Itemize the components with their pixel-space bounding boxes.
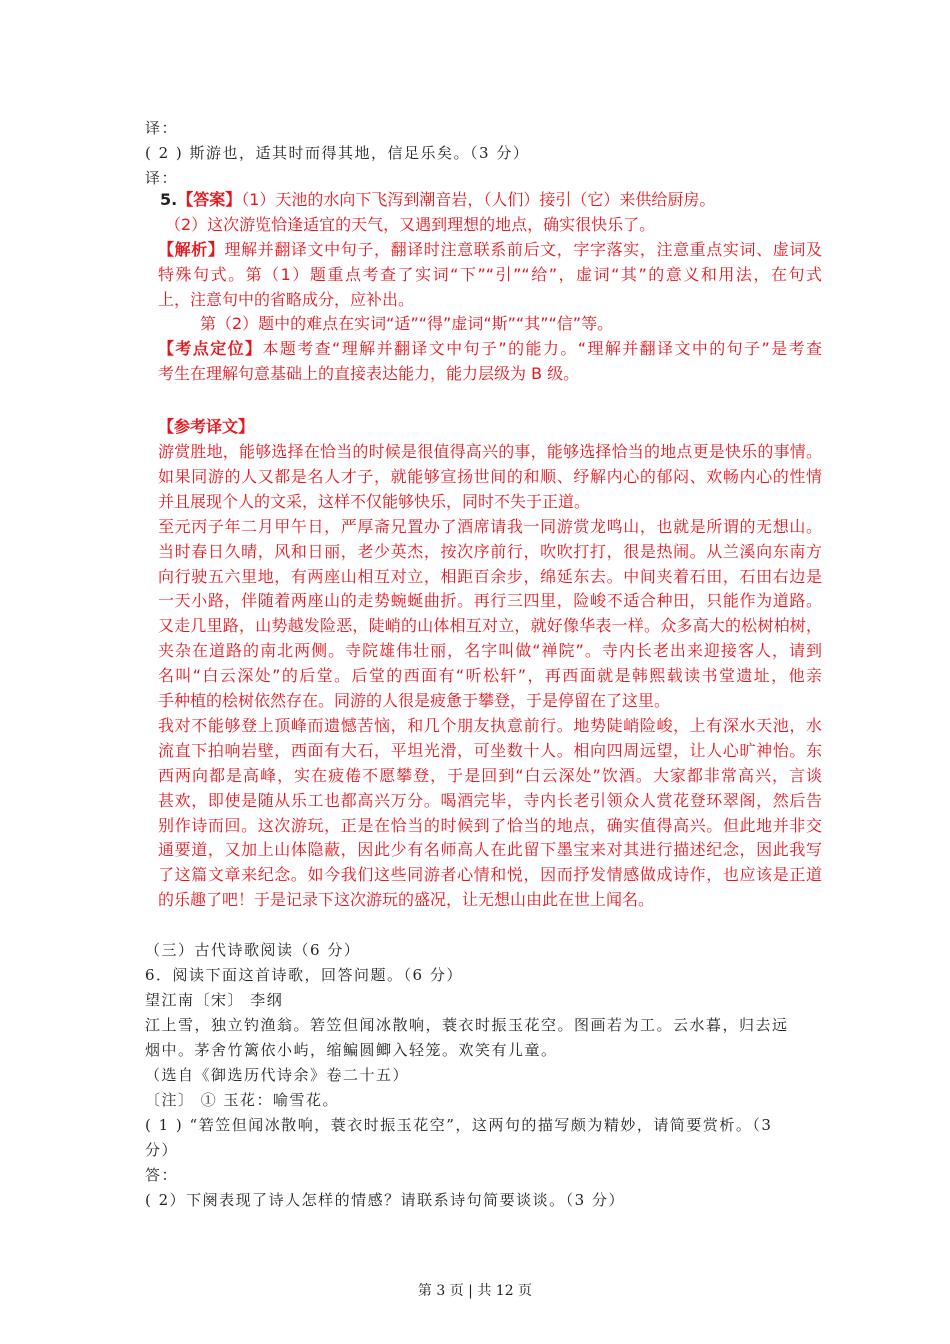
translation-line: 夹杂在道路的南北两侧。寺院雄伟壮丽，名字叫做“禅院”。寺内长老出来迎接客人，请到 xyxy=(158,641,822,661)
translation-line: 了这篇文章来纪念。如今我们这些同游者心情和悦，因而抒发情感做成诗作，也应该是正道 xyxy=(158,865,822,885)
focus-line xyxy=(158,339,822,359)
poem-source: （选自《御选历代诗余》卷二十五） xyxy=(145,1066,410,1084)
translation-line: 甚欢，即使是随从乐工也都高兴万分。喝酒完毕，寺内长老引领众人赏花登环翠阁，然后告 xyxy=(158,790,822,810)
poem-note: 〔注〕 ① 玉花：喻雪花。 xyxy=(145,1091,340,1109)
focus-text: 本题考查“理解并翻译文中句子”的能力。“理解并翻译文中的句子”是考查 xyxy=(262,339,822,358)
translation-line: 的乐趣了吧！于是记录下这次游玩的盛况，让无想山由此在世上闻名。 xyxy=(158,890,655,910)
translation-line: 流直下拍响岩壁，西面有大石，平坦光滑，可坐数十人。相向四周远望，让人心旷神怡。东 xyxy=(158,740,822,760)
translation-line: 又走几里路，山势越发险恶，陡峭的山体相互对立，就好像华表一样。众多高大的松树柏树， xyxy=(158,616,822,636)
answer-line-2: （2）这次游览恰逢适宜的天气，又遇到理想的地点，确实很快乐了。 xyxy=(165,215,656,234)
answer-text: （1）天池的水向下飞泻到潮音岩，（人们）接引（它）来供给厨房。 xyxy=(241,190,716,209)
analysis-line xyxy=(158,240,822,260)
poem-line: 江上雪，独立钓渔翁。箬笠但闻冰散响，蓑衣时振玉花空。图画若为工。云水暮，归去远 xyxy=(145,1016,789,1034)
translation-line: 向行驶五六里地，有两座山相互对立，相距百余步，绵延东去。中间夹着石田，石田右边是 xyxy=(158,566,822,586)
answer-tag: 【答案】 xyxy=(177,190,242,209)
analysis-line: 上，注意句中的省略成分，应补出。 xyxy=(158,290,415,309)
reference-tag: 【参考译文】 xyxy=(158,417,255,436)
translation-line: 通要道，又加上山体隐蔽，因此少有名师高人在此留下墨宝来对其进行描述纪念，因此我写 xyxy=(158,840,822,860)
translation-line: 我对不能够登上顶峰而遗憾苦恼，和几个朋友执意前行。地势陡峭险峻，上有深水天池，水 xyxy=(158,715,822,735)
poem-title: 望江南〔宋〕 李纲 xyxy=(145,991,284,1009)
translation-line: 如果同游的人又都是名人才子，就能够宣扬世间的和顺、纾解内心的郁闷、欢畅内心的性情 xyxy=(158,466,822,486)
translation-line: 当时春日久晴，风和日丽，老少英杰，按次序前行，吹吹打打，很是热闹。从兰溪向东南方 xyxy=(158,541,822,561)
question-6: 6．阅读下面这首诗歌，回答问题。（6 分） xyxy=(145,966,463,984)
section-heading: （三）古代诗歌阅读（6 分） xyxy=(145,941,361,959)
translation-line: 西两向都是高峰，实在疲倦不愿攀登，于是回到“白云深处”饮酒。大家都非常高兴，言谈 xyxy=(158,765,822,785)
translate-label: 译： xyxy=(145,119,179,137)
translation-line: 名叫“白云深处”的后堂。后堂的西面有“听松轩”，再西面就是韩熙载读书堂遗址，他亲 xyxy=(158,666,822,686)
question-number: 5. xyxy=(160,190,178,209)
analysis-tag: 【解析】 xyxy=(158,240,225,259)
page-footer: 第 3 页 | 共 12 页 xyxy=(417,1283,533,1299)
translate-label: 译： xyxy=(145,169,179,187)
analysis-line-2: 第（2）题中的难点在实词“适”“得”虚词“斯”“其”“信”等。 xyxy=(200,314,614,333)
translation-line: 一天小路，伴随着两座山的走势蜿蜒曲折。再行三四里，险峻不适合种田，只能作为道路。 xyxy=(158,591,822,611)
focus-tag: 【考点定位】 xyxy=(158,339,263,358)
focus-line: 考生在理解句意基础上的直接表达能力，能力层级为 B 级。 xyxy=(158,364,580,383)
sub-question-2: ( 2）下阕表现了诗人怎样的情感？请联系诗句简要谈谈。（3 分） xyxy=(145,1191,625,1209)
poem-line: 烟中。茅舍竹篱依小屿，缩鳊圆鲫入轻笼。欢笑有儿童。 xyxy=(145,1041,558,1059)
translation-line: 手种植的桧树依然存在。同游的人很是疲惫于攀登，于是停留在了这里。 xyxy=(158,691,671,710)
analysis-line: 特殊句式。第（1）题重点考查了实词“下”“引”“给”，虚词“其”的意义和用法，在句式 xyxy=(158,265,822,284)
translation-line: 别作诗而回。这次游玩，正是在恰当的时候到了恰当的地点，确实值得高兴。但此地并非交 xyxy=(158,815,822,835)
question-2: ( 2 ) 斯游也，适其时而得其地，信足乐矣。（3 分） xyxy=(145,144,530,162)
translation-line: 并且展现个人的文采，这样不仅能够快乐，同时不失于正道。 xyxy=(158,491,591,511)
sub-question-1: ( 1 ) “箬笠但闻冰散响，蓑衣时振玉花空”，这两句的描写颇为精妙，请简要赏析。（3 xyxy=(145,1116,773,1134)
answer-label: 答： xyxy=(145,1166,179,1184)
analysis-text: 理解并翻译文中句子，翻译时注意联系前后文，字字落实，注意重点实词、虚词及 xyxy=(224,240,822,259)
translation-line: 游赏胜地，能够选择在恰当的时候是很值得高兴的事，能够选择恰当的地点更是快乐的事情。 xyxy=(158,442,822,461)
sub-question-1-cont: 分） xyxy=(145,1141,179,1159)
translation-line: 至元丙子年二月甲午日，严厚斋兄置办了酒席请我一同游赏龙鸣山，也就是所谓的无想山。 xyxy=(158,516,822,536)
answer-line-1 xyxy=(160,190,715,210)
